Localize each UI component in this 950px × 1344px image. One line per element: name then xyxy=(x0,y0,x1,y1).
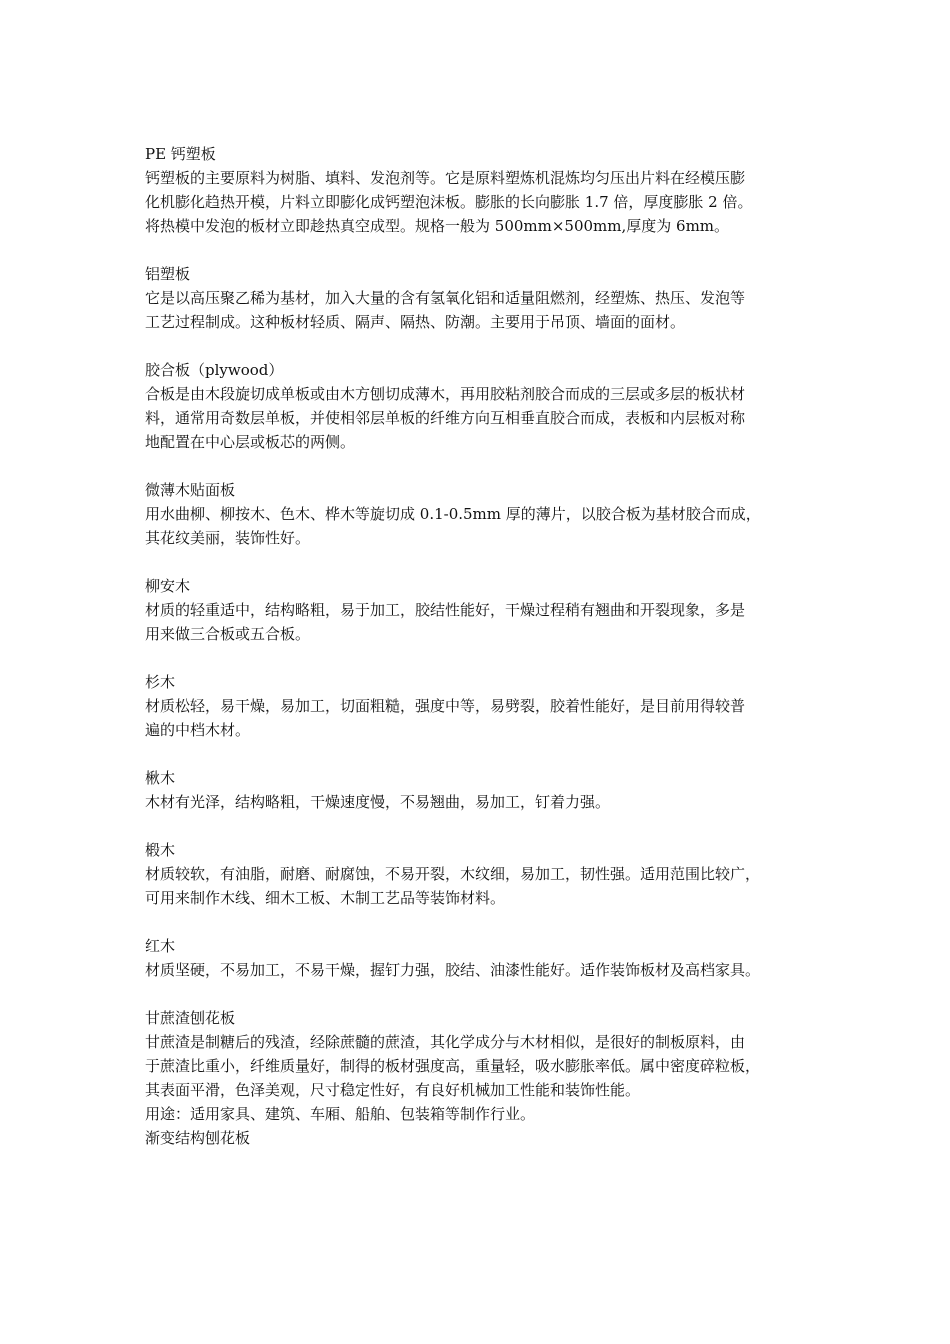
body-line: 料，通常用奇数层单板，并使相邻层单板的纤维方向互相垂直胶合而成，表板和内层板对称 xyxy=(145,409,746,427)
section-aluminum-plastic-board xyxy=(145,262,811,334)
body-line: 材质的轻重适中，结构略粗，易于加工，胶结性能好，干燥过程稍有翘曲和开裂现象，多是 xyxy=(145,601,746,619)
section-plywood xyxy=(145,358,811,454)
body-line: 它是以高压聚乙稀为基材，加入大量的含有氢氧化铝和适量阻燃剂，经塑炼、热压、发泡等 xyxy=(145,289,746,307)
section-basswood xyxy=(145,838,811,910)
body-line: 木材有光泽，结构略粗，干燥速度慢，不易翘曲，易加工，钉着力强。 xyxy=(145,793,611,811)
paragraph-gap xyxy=(145,742,811,766)
section-title: 椴木 xyxy=(145,841,176,859)
section-title: 楸木 xyxy=(145,769,176,787)
body-line: 钙塑板的主要原料为树脂、填料、发泡剂等。它是原料塑炼机混炼均匀压出片料在经模压膨 xyxy=(145,169,746,187)
paragraph-gap xyxy=(145,910,811,934)
body-line: 其花纹美丽，装饰性好。 xyxy=(145,529,311,547)
section-title: PE 钙塑板 xyxy=(145,145,216,163)
paragraph-gap xyxy=(145,550,811,574)
paragraph-gap xyxy=(145,982,811,1006)
section-bagasse-particle-board xyxy=(145,1006,811,1126)
paragraph-gap xyxy=(145,814,811,838)
section-title: 红木 xyxy=(145,937,176,955)
body-line: 合板是由木段旋切成单板或由木方刨切成薄木，再用胶粘剂胶合而成的三层或多层的板状材 xyxy=(145,385,746,403)
body-line: 材质松轻，易干燥，易加工，切面粗糙，强度中等，易劈裂，胶着性能好，是目前用得较普 xyxy=(145,697,746,715)
section-lauan-wood xyxy=(145,574,811,646)
section-catalpa-wood xyxy=(145,766,811,814)
body-line: 化机膨化趋热开模，片料立即膨化成钙塑泡沫板。膨胀的长向膨胀 1.7 倍，厚度膨胀 2 倍。 xyxy=(145,193,753,211)
body-line: 其表面平滑，色泽美观，尺寸稳定性好，有良好机械加工性能和装饰性能。 xyxy=(145,1081,641,1099)
section-fir-wood xyxy=(145,670,811,742)
body-line: 将热模中发泡的板材立即趁热真空成型。规格一般为 500mm×500mm,厚度为 6mm。 xyxy=(145,217,730,235)
section-pe-calcium-plastic-board xyxy=(145,142,811,238)
paragraph-gap xyxy=(145,646,811,670)
paragraph-gap xyxy=(145,334,811,358)
section-title: 柳安木 xyxy=(145,577,191,595)
body-line: 材质坚硬，不易加工，不易干燥，握钉力强，胶结、油漆性能好。适作装饰板材及高档家具。 xyxy=(145,961,761,979)
section-title: 微薄木贴面板 xyxy=(145,481,236,499)
body-line: 遍的中档木材。 xyxy=(145,721,251,739)
document-page xyxy=(145,142,811,1150)
section-title: 铝塑板 xyxy=(145,265,191,283)
section-rosewood xyxy=(145,934,811,982)
body-line: 用水曲柳、柳按木、色木、桦木等旋切成 0.1-0.5mm 厚的薄片，以胶合板为基材胶合而成， xyxy=(145,505,761,523)
body-line: 甘蔗渣是制糖后的残渣，经除蔗髓的蔗渣，其化学成分与木材相似，是很好的制板原料，由 xyxy=(145,1033,746,1051)
section-title: 杉木 xyxy=(145,673,176,691)
body-line: 于蔗渣比重小，纤维质量好，制得的板材强度高，重量轻，吸水膨胀率低。属中密度碎粒板， xyxy=(145,1057,761,1075)
body-line: 材质较软，有油脂，耐磨、耐腐蚀，不易开裂，木纹细，易加工，韧性强。适用范围比较广， xyxy=(145,865,761,883)
body-line: 用途：适用家具、建筑、车厢、船舶、包装箱等制作行业。 xyxy=(145,1105,536,1123)
body-line: 工艺过程制成。这种板材轻质、隔声、隔热、防潮。主要用于吊顶、墙面的面材。 xyxy=(145,313,686,331)
trailing-section-title: 渐变结构刨花板 xyxy=(145,1129,251,1147)
section-title: 甘蔗渣刨花板 xyxy=(145,1009,236,1027)
body-line: 地配置在中心层或板芯的两侧。 xyxy=(145,433,356,451)
paragraph-gap xyxy=(145,454,811,478)
body-line: 可用来制作木线、细木工板、木制工艺品等装饰材料。 xyxy=(145,889,506,907)
body-line: 用来做三合板或五合板。 xyxy=(145,625,311,643)
section-title: 胶合板（plywood） xyxy=(145,361,284,379)
section-veneer-board xyxy=(145,478,811,550)
paragraph-gap xyxy=(145,238,811,262)
